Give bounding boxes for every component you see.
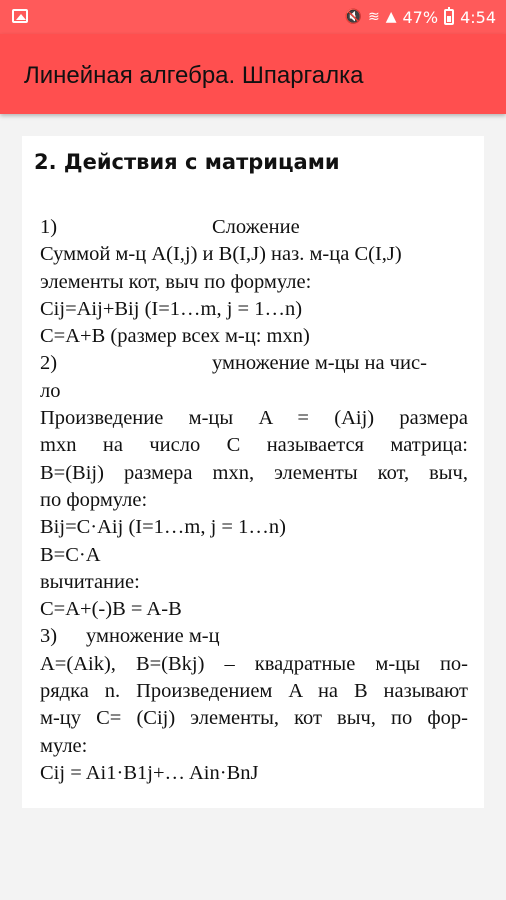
doc-line: C=A+B (размер всех м-ц: mxn) bbox=[40, 325, 310, 348]
content-card bbox=[22, 136, 484, 808]
status-bar bbox=[0, 0, 506, 34]
section-title: 2. Действия с матрицами bbox=[34, 150, 340, 174]
document-body bbox=[40, 214, 468, 787]
status-icons bbox=[345, 7, 496, 27]
app-title: Линейная алгебра. Шпаргалка bbox=[24, 62, 364, 89]
doc-line: B=(Bij) размера mxn, элементы кот, выч, bbox=[40, 461, 468, 484]
doc-line: элементы кот, выч по формуле: bbox=[40, 270, 312, 293]
clock: 4:54 bbox=[460, 7, 496, 27]
doc-line: вычитание: bbox=[40, 570, 140, 593]
doc-line: ло bbox=[40, 379, 61, 402]
doc-line: по формуле: bbox=[40, 488, 148, 511]
item-heading: умножение м-цы на чис- bbox=[212, 352, 427, 375]
doc-line: C=A+(-)B = A-B bbox=[40, 598, 182, 621]
doc-line: B=C·A bbox=[40, 543, 101, 566]
doc-line: м-цу C= (Cij) элементы, кот выч, по фор- bbox=[40, 707, 468, 730]
item-number: 2) bbox=[40, 352, 58, 375]
signal-icon: ▲ bbox=[385, 9, 397, 25]
doc-line: A=(Aik), B=(Bkj) – квадратные м-цы по- bbox=[40, 652, 468, 675]
doc-line: Cij = Ai1·B1j+… Ain·BnJ bbox=[40, 761, 259, 784]
item-heading: умножение м-ц bbox=[86, 625, 220, 648]
wifi-icon: ≋ bbox=[367, 9, 380, 25]
doc-line: Произведение м-цы A = (Aij) размера bbox=[40, 407, 468, 430]
image-icon bbox=[12, 9, 28, 23]
app-bar bbox=[0, 34, 506, 114]
doc-line: Суммой м-ц A(I,j) и B(I,J) наз. м-ца C(I,J) bbox=[40, 243, 402, 266]
doc-line bbox=[40, 214, 468, 241]
mute-icon: 🔇 bbox=[344, 9, 362, 25]
doc-line: Bij=C·Aij (I=1…m, j = 1…n) bbox=[40, 516, 286, 539]
item-heading: Сложение bbox=[212, 216, 300, 238]
doc-line: муле: bbox=[40, 734, 88, 757]
battery-percent: 47% bbox=[402, 7, 439, 27]
doc-line bbox=[40, 350, 468, 377]
doc-line: mxn на число C называется матрица: bbox=[40, 434, 468, 457]
item-number: 1) bbox=[40, 216, 58, 238]
item-number: 3) bbox=[40, 625, 58, 648]
battery-icon bbox=[444, 9, 454, 25]
doc-line: Cij=Aij+Bij (I=1…m, j = 1…n) bbox=[40, 297, 303, 320]
doc-line: рядка n. Произведением A на B называют bbox=[40, 680, 468, 703]
doc-line bbox=[40, 623, 468, 650]
